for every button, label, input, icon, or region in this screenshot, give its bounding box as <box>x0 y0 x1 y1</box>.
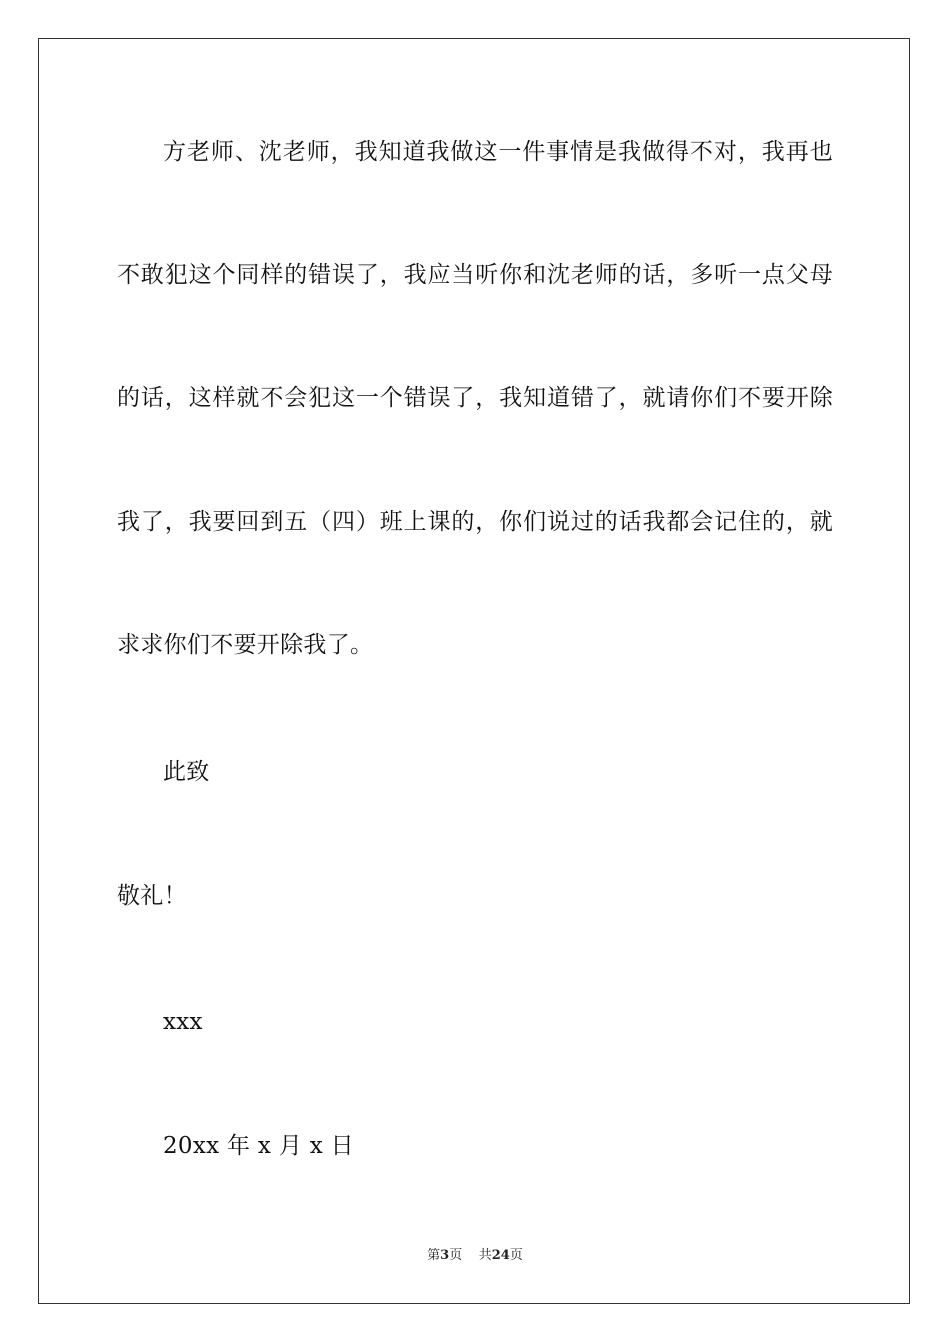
page-footer <box>0 1247 950 1265</box>
letter-line-5: 求求你们不要开除我了。 <box>117 632 374 658</box>
page-total: 24 <box>491 1248 510 1263</box>
salute: 敬礼！ <box>117 883 187 909</box>
closing: 此致 <box>163 759 210 785</box>
page-suffix: 页 <box>449 1248 463 1263</box>
letter-line-1: 方老师、沈老师，我知道我做这一件事情是我做得不对，我再也 <box>163 139 833 165</box>
page-prefix: 第 <box>427 1248 441 1263</box>
signature: xxx <box>163 1009 203 1035</box>
letter-line-3: 的话，这样就不会犯这一个错误了，我知道错了，就请你们不要开除 <box>117 385 833 411</box>
total-prefix: 共 <box>478 1248 492 1263</box>
letter-line-2: 不敢犯这个同样的错误了，我应当听你和沈老师的话，多听一点父母 <box>117 262 833 288</box>
page-current: 3 <box>440 1248 450 1263</box>
page-frame <box>38 38 910 1304</box>
date: 20xx 年 x 月 x 日 <box>163 1133 354 1159</box>
letter-line-4: 我了，我要回到五（四）班上课的，你们说过的话我都会记住的，就 <box>117 509 833 535</box>
total-suffix: 页 <box>509 1248 523 1263</box>
